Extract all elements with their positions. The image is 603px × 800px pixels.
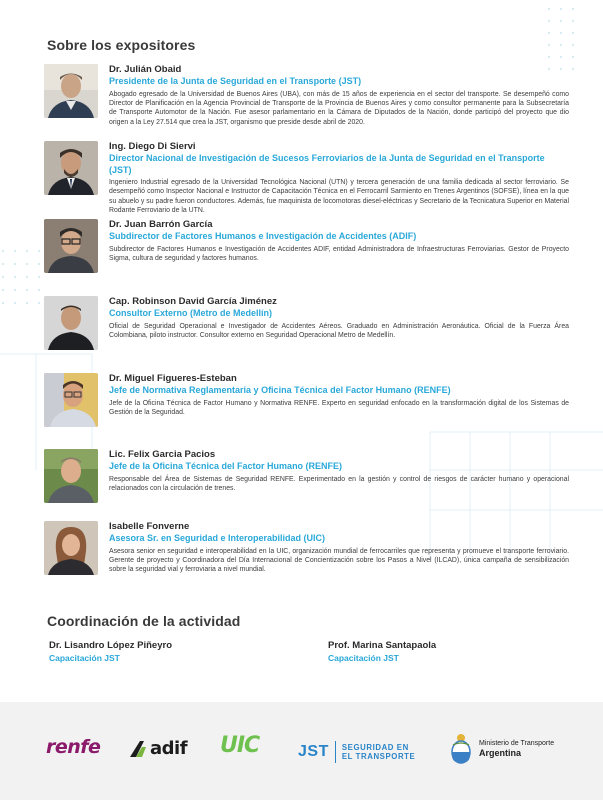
speaker-bio: Subdirector de Factores Humanos e Investigación de Accidentes ADIF, entidad Administradora de Infraestructuras Ferroviarias. Gestor de Proyecto Sigma, cultura de seguridad y factores humanos.: [109, 245, 569, 262]
speaker-name: Isabelle Fonverne: [109, 521, 190, 532]
coordinator-role: Capacitación JST: [49, 653, 120, 663]
ministry-country: Argentina: [479, 748, 522, 758]
coordinator-name: Prof. Marina Santapaola: [328, 640, 437, 651]
speaker-name: Lic. Felix Garcia Pacios: [109, 449, 216, 460]
speaker-photo: [44, 373, 98, 427]
speaker-bio: Abogado egresado de la Universidad de Buenos Aires (UBA), con más de 15 años de experiencia en el sector del transporte. Se desempeñó como Director de Planificación en la Agencia Provincial de Transporte de la Provincia de Buenos Aires y como consultor permanente para la Subsecretaría de Transporte Automotor de la Nación. Fue asesor parlamentario en la Cámara de Diputados de la Nación, donde participó del proyecto que dio origen a la Ley 27.514 que crea la JST, organismo que preside desde abril de 2020.: [109, 90, 569, 126]
speaker-role: Presidente de la Junta de Seguridad en el Transporte (JST): [109, 76, 362, 86]
speaker-photo: [44, 64, 98, 118]
jst-subtitle-line-2: EL TRANSPORTE: [341, 752, 416, 761]
speaker-bio: Ingeniero Industrial egresado de la Universidad Tecnológica Nacional (UTN) y tercera generación de una familia dedicada al sector ferroviario. Se desempeñó como Inspector Nacional e Instructor de Capacitación Técnica en el Ferrocarril Sarmiento en Trenes Argentinos (SOFSE), línea en la que su abuelo y su padre fueron conductores. Además, fue maquinista de locomotoras diesel-eléctricas y Secretario de la Tecnicatura Superior en Material Rodante Ferroviario de la UTN.: [109, 179, 569, 215]
speaker-photo: [44, 521, 98, 575]
speaker-bio: Jefe de la Oficina Técnica de Factor Humano y Normativa RENFE. Experto en seguridad enfocado en la transformación digital de los Sistemas de Gestión de la Seguridad.: [109, 399, 569, 416]
speaker-photo: [44, 141, 98, 195]
coordinator-card: [49, 640, 172, 664]
speaker-photo: [44, 219, 98, 273]
uic-wordmark: UIC: [220, 733, 260, 758]
speaker-name: Dr. Miguel Figueres-Esteban: [109, 373, 237, 384]
speaker-name: Cap. Robinson David García Jiménez: [109, 296, 277, 307]
speaker-role: Director Nacional de Investigación de Sucesos Ferroviarios de la Junta de Seguridad en el Transporte (JST): [109, 153, 545, 175]
ministry-name: Ministerio de Transporte: [479, 740, 555, 747]
renfe-logo: renfe: [46, 736, 101, 758]
uic-logo: [220, 733, 259, 758]
section-title-speakers: Sobre los expositores: [47, 37, 196, 53]
jst-subtitle: [342, 743, 416, 761]
speaker-bio: Oficial de Seguridad Operacional e Investigador de Accidentes Aéreos. Graduado en Administración Aeronáutica. Oficial de la Fuerza Área Colombiana, piloto instructor. Consultor externo en Seguridad Operacional Metro de Medellín.: [109, 322, 569, 339]
jst-wordmark: JST: [298, 743, 329, 760]
coordinator-card: [328, 640, 436, 664]
speaker-role: Asesora Sr. en Seguridad e Interoperabilidad (UIC): [109, 533, 326, 543]
speaker-role: Subdirector de Factores Humanos e Investigación de Accidentes (ADIF): [109, 231, 417, 241]
jst-logo: [298, 741, 415, 763]
adif-mark-icon: [128, 739, 148, 759]
ministerio-transporte-logo: [449, 733, 554, 765]
adif-logo: [128, 738, 187, 759]
speaker-name: Dr. Juan Barrón García: [109, 219, 213, 230]
section-title-coordination: Coordinación de la actividad: [47, 613, 241, 629]
coordinator-role: Capacitación JST: [328, 653, 399, 663]
speaker-role: Jefe de Normativa Reglamentaria y Oficina Técnica del Factor Humano (RENFE): [109, 385, 451, 395]
speaker-name: Ing. Diego Di Siervi: [109, 141, 196, 152]
speaker-bio: Asesora senior en seguridad e interoperabilidad en la UIC, organización mundial de ferrocarriles que representa y promueve el transporte ferroviario. Gerente de proyecto y Coordinadora del Día Internacional de Concientización sobre los Pasos a Nivel (ILCAD), única campaña de sensibilización sobre la seguridad vial y ferroviaria a nivel mundial.: [109, 547, 569, 574]
speaker-role: Jefe de la Oficina Técnica del Factor Humano (RENFE): [109, 461, 343, 471]
speaker-photo: [44, 296, 98, 350]
coordinator-name: Dr. Lisandro López Piñeyro: [49, 640, 172, 651]
ministry-text: [479, 739, 554, 759]
adif-wordmark: adif: [150, 738, 188, 759]
speaker-photo: [44, 449, 98, 503]
speaker-name: Dr. Julián Obaid: [109, 64, 182, 75]
jst-divider: [335, 741, 336, 763]
speaker-role: Consultor Externo (Metro de Medellín): [109, 308, 273, 318]
national-coat-of-arms-icon: [449, 733, 473, 765]
speaker-bio: Responsable del Área de Sistemas de Seguridad RENFE. Experimentado en la gestión y control de riesgos de carácter humano y operacional relacionados con la circulación de trenes.: [109, 475, 569, 492]
jst-subtitle-line-1: SEGURIDAD EN: [341, 743, 409, 752]
